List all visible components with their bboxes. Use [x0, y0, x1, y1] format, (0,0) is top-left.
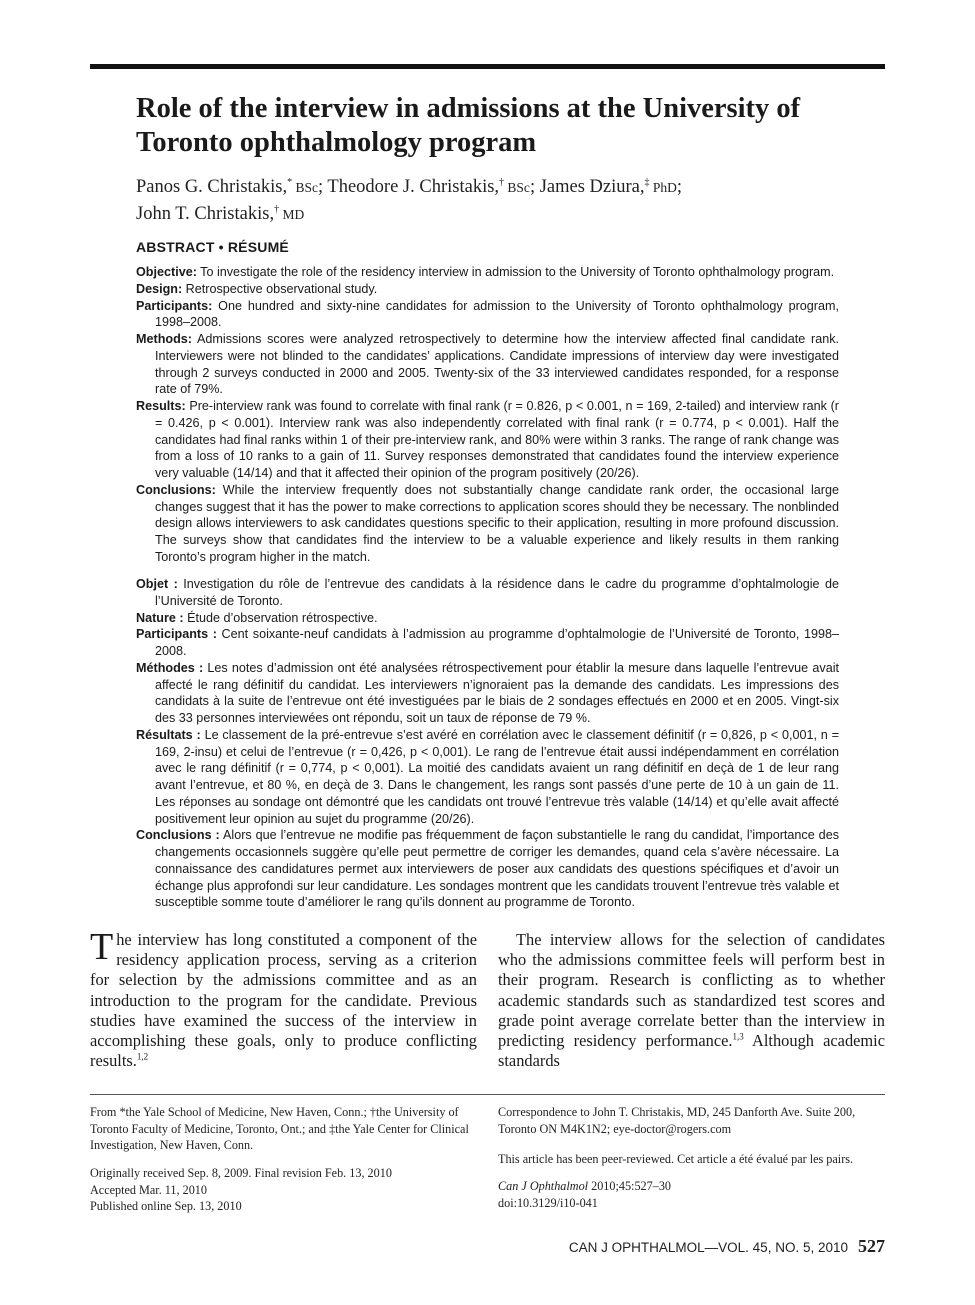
- abstract-fr-section-label: Objet :: [136, 577, 178, 591]
- received-date: Originally received Sep. 8, 2009. Final revision Feb. 13, 2010: [90, 1166, 392, 1180]
- author-degree: MD: [279, 207, 305, 222]
- author: [136, 204, 304, 224]
- citation-ref: 1,2: [136, 1051, 149, 1062]
- abstract-fr-section: [136, 827, 839, 911]
- author-affiliation-mark: *: [287, 176, 293, 188]
- drop-cap: T: [90, 926, 114, 968]
- abstract-en-section-label: Participants:: [136, 298, 213, 313]
- abstract-fr-section-text: Investigation du rôle de l’entrevue des candidats à la résidence dans le cadre du programme d’ophtalmologie de l’Université de Toronto.: [155, 577, 839, 608]
- journal-volume-issue: CAN J OPHTHALMOL—VOL. 45, NO. 5, 2010: [568, 1240, 848, 1255]
- abstract-fr-section-text: Alors que l’entrevue ne modifie pas fréquemment de façon substantielle le rang du candidat, l’importance des changements occasionnels suggère qu’elle peut permettre de corriger les demandes, quand cela s’avère nécessaire. La connaissance des candidatures permet aux interviewers de poser aux candidats des questions spécifiques et d’avoir un échange plus approfondi sur leur candidature. Les sondages montrent que les candidats trouvent l’entrevue très valable et susceptible somme toute d’améliorer le rang qu’ils donnent au programme de Toronto.: [155, 828, 839, 910]
- author-affiliation-mark: †: [274, 203, 280, 215]
- abstract-en-section-label: Design:: [136, 281, 183, 296]
- abstract-fr-section-label: Participants :: [136, 627, 217, 642]
- body-left-text: he interview has long constituted a component of the residency application process, serving as a criterion for selection by the admissions committee and as an introduction to the program for the candidate. Previous studies have examined the success of the interview in accomplishing these goals, only to produce conflicting results.: [90, 930, 477, 1071]
- abstract-en-section-label: Objective:: [136, 265, 197, 279]
- body-column-left: [90, 926, 477, 1071]
- dates-note: [90, 1165, 480, 1215]
- abstract-en-section-text: Pre-interview rank was found to correlate with final rank (r = 0.826, p < 0.001, n = 169, 2-tailed) and interview rank (r = 0.426, p < 0.001). Interview rank was also independently correlated with final rank (r = 0.774, p < 0.001). Half the candidates had final ranks within 1 of their pre-interview rank, and 80% were within 3 ranks. The range of rank change was from a loss of 10 ranks to a gain of 11. Survey responses demonstrated that candidates found the interview experience very valuable (14/14) and that it affected their opinion of the program positively (20/26).: [155, 399, 839, 480]
- top-rule: [90, 64, 885, 69]
- abstract-fr-section-text: Les notes d’admission ont été analysées rétrospectivement pour établir la mesure dans laquelle l’entrevue avait affecté le rang définitif du candidat. Les interviewers n’ignoraient pas la demande des candidats. Les impressions des candidats à la suite de l’entrevue ont été investiguées par le biais de 2 sondages effectués en 2000 et en 2005. Vingt-six des 33 personnes interviewées ont répondu, soit un taux de réponse de 79 %.: [155, 660, 839, 725]
- abstract-french: [136, 576, 839, 911]
- published-date: Published online Sep. 13, 2010: [90, 1199, 242, 1213]
- abstract-en-section-text: Retrospective observational study.: [182, 281, 378, 296]
- abstract-fr-section: [136, 660, 839, 727]
- body-column-right: [498, 930, 885, 1071]
- affiliations-note: From *the Yale School of Medicine, New Haven, Conn.; †the University of Toronto Faculty of Medicine, Toronto, Ont.; and ‡the Yale Center for Clinical Investigation, New Haven, Conn.: [90, 1105, 469, 1152]
- abstract-en-section: [136, 264, 839, 281]
- abstract-en-section: [136, 298, 839, 332]
- author-name: James Dziura,: [539, 177, 645, 197]
- abstract-en-section-text: Admissions scores were analyzed retrospectively to determine how the interview affected final candidate rank. Interviewers were not blinded to the candidates’ applications. Candidate impressions of interview day were investigated through 2 surveys conducted in 2000 and 2005. Twenty-six of the 33 interviewed candidates responded, for a response rate of 79%.: [155, 332, 839, 397]
- author-degree: BSc: [504, 180, 530, 195]
- citation-note: [498, 1178, 888, 1211]
- abstract-en-section-label: Conclusions:: [136, 482, 216, 497]
- abstract-english: [136, 264, 839, 566]
- accepted-date: Accepted Mar. 11, 2010: [90, 1182, 207, 1197]
- citation-volume: 2010;45:527–30: [588, 1179, 672, 1193]
- article-title: Role of the interview in admissions at the University of Toronto ophthalmology program: [136, 93, 801, 158]
- footnote-rule: [90, 1094, 885, 1095]
- author-degree: BSc: [292, 180, 318, 195]
- abstract-fr-section-text: Le classement de la pré-entrevue s’est avéré en corrélation avec le classement définitif (r = 0,826, p < 0,001, n = 169, 2-insu) et celui de l’entrevue (r = 0,426, p < 0,001). Le rang de l’entrevue était aussi indépendamment en corrélation avec le rang définitif (r = 0,774, p < 0,001). La moitié des candidats avaient un rang définitif en deçà de 1 de leur rang avant l’entrevue, et 80 %, en deçà de 3. Dans le changement, les rangs sont passés d’une perte de 10 à un gain de 11. Les réponses au sondage ont démontré que les candidats ont trouvé l’entrevue très valable (14/14) et qu’elle avait affecté positivement leur opinion au sujet du programme (20/26).: [155, 727, 839, 826]
- body-right-text: The interview allows for the selection of candidates who the admissions committee feels will perform best in their program. Research is conflicting as to whether academic standards such as standardized test scores and grade point average correlate better than the interview in predicting residency performance.: [498, 930, 885, 1051]
- abstract-fr-section: [136, 727, 839, 828]
- body-right-text-cont: Although academic standards: [498, 1031, 885, 1071]
- author: [136, 177, 318, 197]
- abstract-en-section: [136, 398, 839, 482]
- abstract-en-section-text: One hundred and sixty-nine candidates for admission to the University of Toronto ophthalmology program, 1998–2008.: [155, 298, 839, 330]
- abstract-en-section-text: While the interview frequently does not substantially change candidate rank order, the occasional large changes suggest that it has the power to make corrections to application scores should they be necessary. The nonblinded design allows interviewers to ask candidates questions specific to their application, resulting in more profound discussion. The surveys show that candidates find the interview to be a valuable experience and likely results in them ranking Toronto’s program higher in the match.: [155, 482, 839, 564]
- abstract-fr-section: [136, 626, 839, 660]
- author-name: Panos G. Christakis,: [136, 177, 288, 197]
- author: [327, 177, 530, 197]
- journal-name: Can J Ophthalmol: [498, 1179, 589, 1193]
- abstract-en-section: [136, 331, 839, 398]
- author-name: Theodore J. Christakis,: [327, 177, 500, 197]
- abstract-fr-section-text: Étude d’observation rétrospective.: [183, 610, 378, 625]
- author: [540, 177, 677, 197]
- abstract-heading: ABSTRACT • RÉSUMÉ: [136, 239, 289, 255]
- peer-review-note: This article has been peer-reviewed. Cet article a été évalué par les pairs.: [498, 1152, 854, 1166]
- abstract-fr-section: [136, 576, 839, 610]
- abstract-fr-section-label: Méthodes :: [136, 660, 204, 675]
- citation-ref: 1,3: [732, 1031, 744, 1042]
- abstract-fr-section-label: Résultats :: [136, 727, 201, 742]
- abstract-fr-section: [136, 610, 839, 627]
- author-name: John T. Christakis,: [136, 204, 275, 224]
- abstract-en-section-label: Methods:: [136, 332, 192, 346]
- author-degree: PhD: [649, 180, 677, 195]
- abstract-fr-section-text: Cent soixante-neuf candidats à l’admission au programme d’ophtalmologie de l’Université de Toronto, 1998–2008.: [155, 627, 840, 658]
- abstract-fr-section-label: Nature :: [136, 610, 184, 625]
- doi: doi:10.3129/i10-041: [498, 1195, 598, 1210]
- abstract-en-section-label: Results:: [136, 399, 186, 413]
- abstract-fr-section-label: Conclusions :: [136, 828, 220, 843]
- abstract-en-section: [136, 281, 839, 298]
- abstract-en-section: [136, 482, 839, 566]
- author-list: Panos G. Christakis,* BSc; Theodore J. Christakis,† BSc; James Dziura,‡ PhD; John T. Christakis,† MD: [136, 176, 683, 224]
- author-affiliation-mark: †: [499, 176, 505, 188]
- page-number: 527: [858, 1236, 885, 1256]
- abstract-en-section-text: To investigate the role of the residency interview in admission to the University of Toronto ophthalmology program.: [196, 265, 835, 279]
- author-affiliation-mark: ‡: [644, 176, 650, 188]
- running-footer: [569, 1236, 885, 1257]
- correspondence-note: Correspondence to John T. Christakis, MD, 245 Danforth Ave. Suite 200, Toronto ON M4K1N2; eye-doctor@rogers.com: [498, 1105, 856, 1136]
